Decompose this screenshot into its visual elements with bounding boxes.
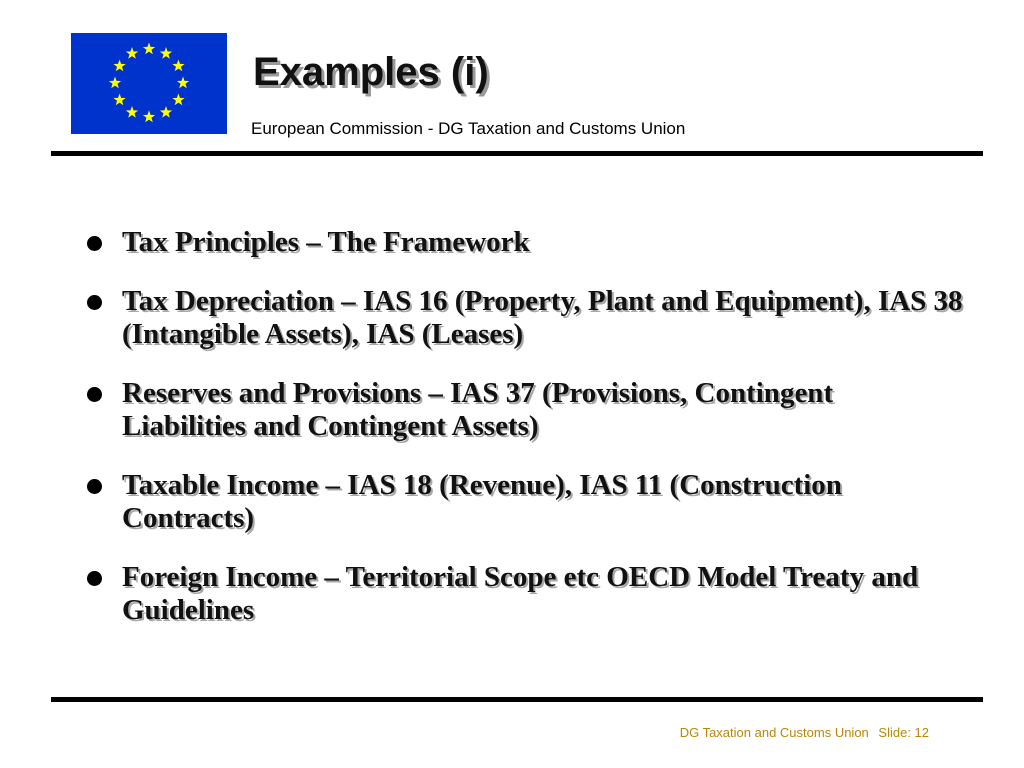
- flag-star-icon: [160, 106, 172, 118]
- bullet-dot-icon: [87, 236, 102, 251]
- flag-star-icon: [113, 94, 125, 106]
- flag-star-icon: [160, 47, 172, 59]
- flag-star-icon: [143, 111, 155, 123]
- bullet-item: [84, 285, 964, 351]
- bullet-item: [84, 561, 964, 627]
- bullet-item: [84, 377, 964, 443]
- bullet-dot-icon: [87, 387, 102, 402]
- bottom-divider: [51, 697, 983, 702]
- bullet-dot-icon: [87, 479, 102, 494]
- bullet-text: Tax Principles – The Framework: [122, 226, 530, 258]
- flag-star-icon: [126, 106, 138, 118]
- flag-star-icon: [172, 60, 184, 72]
- flag-star-icon: [109, 77, 121, 89]
- bullet-text: Tax Depreciation – IAS 16 (Property, Plant and Equipment), IAS 38 (Intangible Assets), IAS (Leases): [122, 285, 963, 350]
- bullet-dot-icon: [87, 571, 102, 586]
- flag-star-icon: [126, 47, 138, 59]
- flag-star-icon: [143, 43, 155, 55]
- bullet-list: [84, 226, 964, 653]
- bullet-item: [84, 469, 964, 535]
- bullet-text: Taxable Income – IAS 18 (Revenue), IAS 11 (Construction Contracts): [122, 469, 842, 534]
- flag-star-icon: [177, 77, 189, 89]
- page-subtitle: European Commission - DG Taxation and Customs Union: [251, 119, 686, 138]
- eu-flag-graphic: [71, 33, 227, 134]
- footer-text: DG Taxation and Customs Union: [679, 725, 869, 740]
- bullet-text: Foreign Income – Territorial Scope etc OECD Model Treaty and Guidelines: [122, 561, 919, 626]
- bullet-text: Reserves and Provisions – IAS 37 (Provisions, Contingent Liabilities and Contingent Assets): [122, 377, 834, 442]
- flag-star-icon: [172, 94, 184, 106]
- bullet-dot-icon: [87, 295, 102, 310]
- flag-star-icon: [113, 60, 125, 72]
- top-divider: [51, 151, 983, 156]
- eu-flag-icon: [71, 33, 227, 134]
- slide-number: Slide: 12: [878, 725, 929, 740]
- footer: [680, 725, 929, 740]
- bullet-item: [84, 226, 964, 259]
- page-title: Examples (i): [253, 50, 489, 94]
